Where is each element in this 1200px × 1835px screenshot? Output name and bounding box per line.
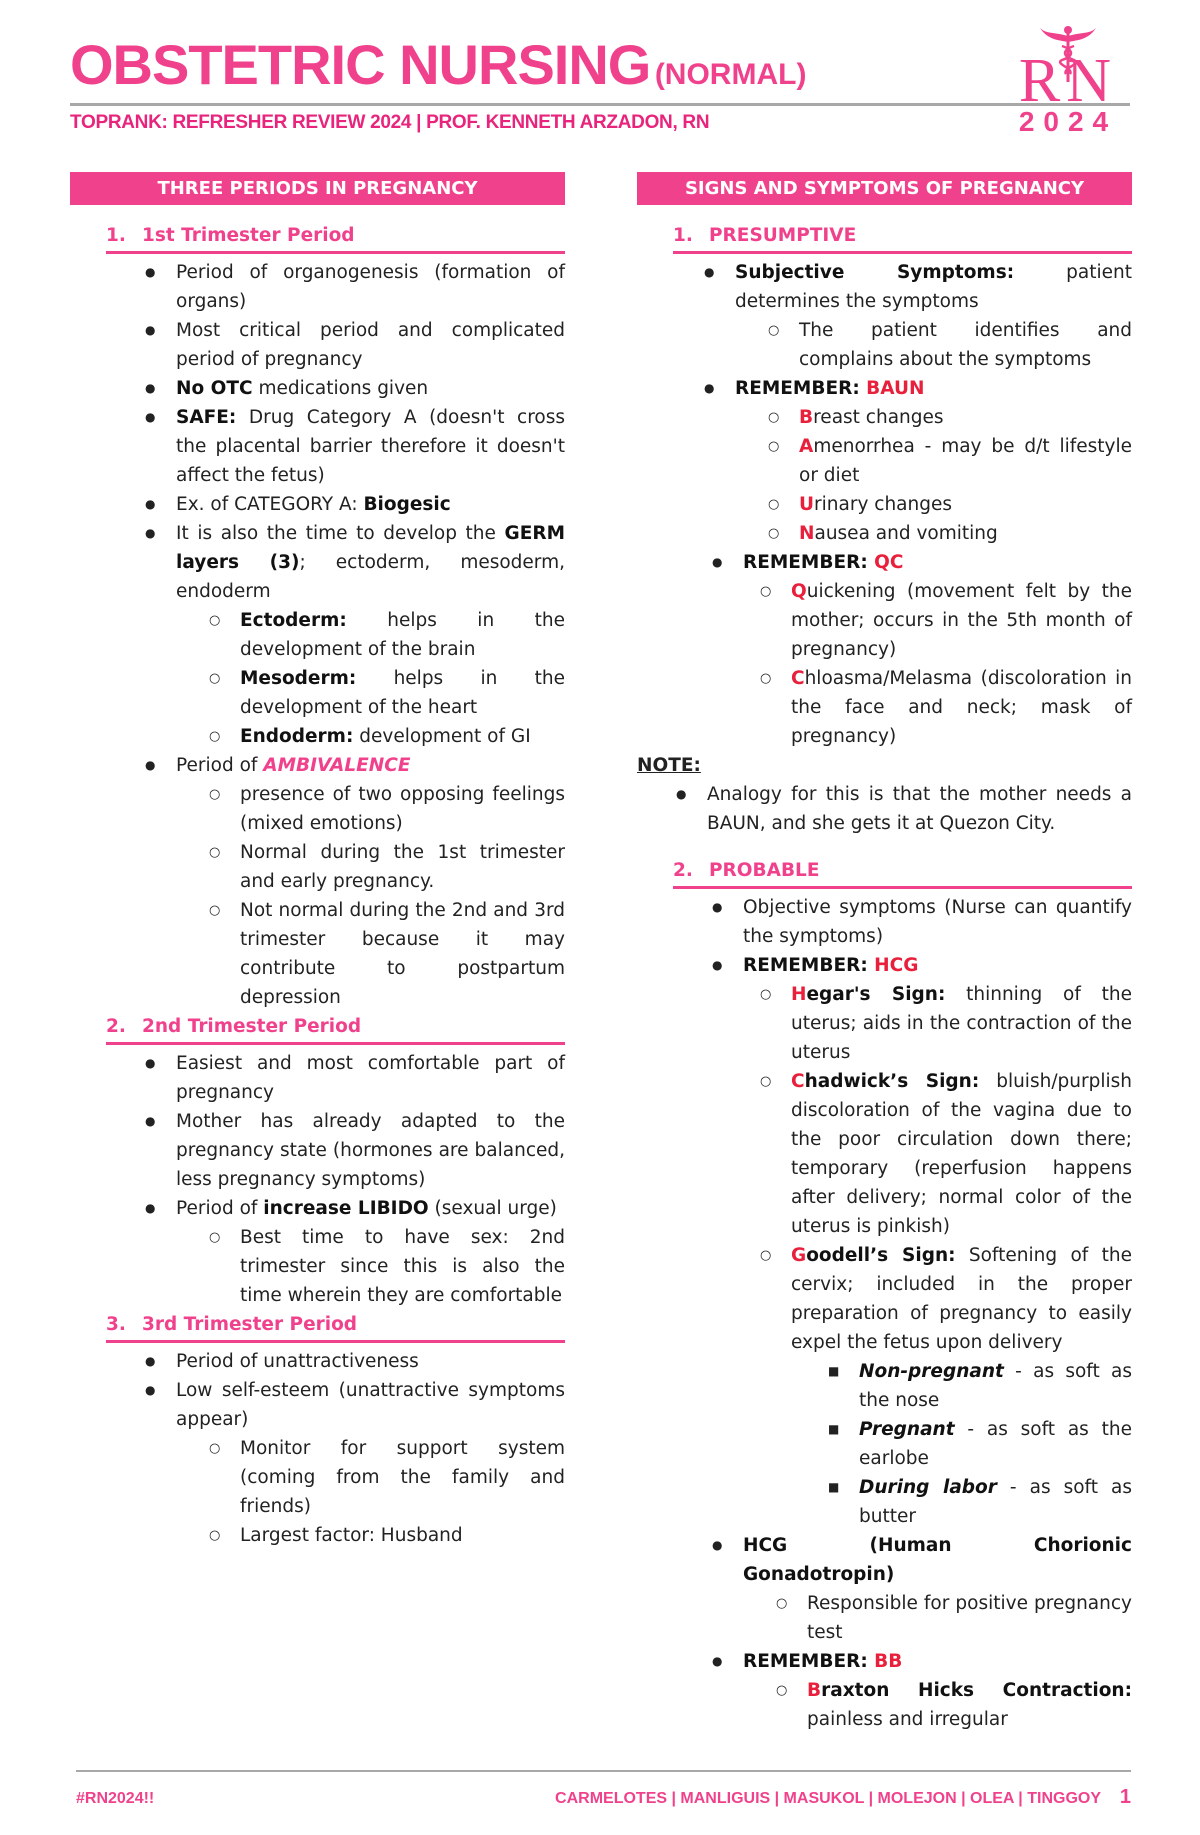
bold-term: Endoderm: — [240, 726, 354, 747]
emphasis-term: AMBIVALENCE — [263, 755, 411, 776]
section-banner-signs-symptoms: SIGNS AND SYMPTOMS OF PREGNANCY — [637, 172, 1132, 205]
remember-label: REMEMBER: — [743, 552, 875, 573]
list-item — [791, 1067, 1132, 1241]
list-item: ○ Not normal during the 2nd and 3rd trimester because it may contribute to postpartum depression — [240, 896, 565, 1012]
note-label: NOTE: — [637, 755, 701, 776]
left-column — [70, 172, 565, 1550]
list-item — [240, 606, 565, 664]
section-divider — [106, 1340, 565, 1343]
bold-term: egar's Sign: — [806, 984, 946, 1005]
bold-term: SAFE: — [176, 407, 237, 428]
first-trimester-list — [70, 258, 565, 1012]
list-item: ● Low self-esteem (unattractive symptoms appear) — [176, 1376, 565, 1434]
list-item — [859, 1415, 1132, 1473]
list-item — [859, 1357, 1132, 1415]
list-item — [743, 548, 1132, 751]
section-divider — [106, 1042, 565, 1045]
bold-term: Mesoderm: — [240, 668, 357, 689]
item-text: rinary changes — [814, 494, 952, 515]
self-esteem-list — [176, 1434, 565, 1550]
bold-term: No OTC — [176, 378, 253, 399]
list-item — [791, 664, 1132, 751]
spacer — [637, 838, 1132, 856]
bold-term: raxton Hicks Contraction: — [821, 1680, 1132, 1701]
list-item: ○ presence of two opposing feelings (mixed emotions) — [240, 780, 565, 838]
item-text: Softening of the cervix; included in the proper preparation of pregnancy to easily expel the fetus upon delivery — [791, 1245, 1132, 1353]
rn2024-logo — [1003, 24, 1133, 136]
remember-label: REMEMBER: — [743, 1651, 875, 1672]
section-divider — [106, 251, 565, 254]
list-item: ○ Normal during the 1st trimester and early pregnancy. — [240, 838, 565, 896]
mnemonic-code: QC — [874, 552, 904, 573]
bb-list — [743, 1676, 1132, 1734]
germ-layers-list — [176, 606, 565, 751]
item-text: (sexual urge) — [428, 1198, 557, 1219]
section-number: 2. — [673, 860, 693, 881]
item-text: helps in the development of the brain — [240, 610, 565, 660]
section-divider — [673, 251, 1132, 254]
item-text: Period of — [176, 755, 264, 776]
section-heading-1st-trimester — [70, 221, 565, 250]
subjective-list — [735, 316, 1132, 374]
item-text: painless and irregular — [807, 1709, 1008, 1730]
presumptive-list — [637, 258, 1132, 751]
bold-term: Subjective Symptoms: — [735, 262, 1015, 283]
list-item — [799, 519, 1132, 548]
list-item — [799, 403, 1132, 432]
remember-label: REMEMBER: — [743, 955, 875, 976]
section-divider — [673, 886, 1132, 889]
list-item — [743, 1647, 1132, 1734]
item-text: hloasma/Melasma (discoloration in the face and neck; mask of pregnancy) — [791, 668, 1132, 747]
softness-list — [791, 1357, 1132, 1531]
list-item: ● Analogy for this is that the mother needs a BAUN, and she gets it at Quezon City. — [707, 780, 1132, 838]
bold-term: Pregnant — [859, 1419, 955, 1440]
mnemonic-letter: H — [791, 984, 807, 1005]
note-list — [637, 780, 1132, 838]
list-item — [799, 432, 1132, 490]
item-text: Ex. of CATEGORY A: — [176, 494, 364, 515]
bold-term: Non-pregnant — [859, 1361, 1004, 1382]
item-text: - as soft as the nose — [859, 1361, 1132, 1411]
section-title: PRESUMPTIVE — [709, 225, 857, 246]
section-title: 2nd Trimester Period — [142, 1016, 362, 1037]
item-text: bluish/purplish discoloration of the vagina due to the poor circulation down there; temporary (reperfusion happens after delivery; normal color of the uterus is pinkish) — [791, 1071, 1133, 1237]
second-trimester-list — [70, 1049, 565, 1310]
item-text: thinning of the uterus; aids in the contraction of the uterus — [791, 984, 1132, 1063]
item-text: helps in the development of the heart — [240, 668, 565, 718]
section-title: 1st Trimester Period — [142, 225, 355, 246]
qc-list — [735, 577, 1132, 751]
document-subtitle: TOPRANK: REFRESHER REVIEW 2024 | PROF. KENNETH ARZADON, RN — [70, 112, 710, 133]
mnemonic-letter: B — [799, 407, 814, 428]
section-number: 1. — [673, 225, 693, 246]
list-item — [799, 490, 1132, 519]
list-item — [176, 751, 565, 1012]
list-item — [791, 1241, 1132, 1531]
item-text: It is also the time to develop the — [176, 523, 505, 544]
list-item — [791, 980, 1132, 1067]
section-heading-3rd-trimester — [70, 1310, 565, 1339]
libido-list — [176, 1223, 565, 1310]
list-item — [791, 577, 1132, 664]
section-title: 3rd Trimester Period — [142, 1314, 358, 1335]
item-text: Period of — [176, 1198, 264, 1219]
list-item — [240, 664, 565, 722]
mnemonic-code: HCG — [874, 955, 919, 976]
footer-hashtag: #RN2024!! — [76, 1790, 155, 1807]
hcg-signs-list — [735, 980, 1132, 1531]
title-sub: (NORMAL) — [654, 58, 807, 91]
title-divider — [70, 103, 1130, 106]
page-header — [70, 32, 1130, 142]
bold-term: Ectoderm: — [240, 610, 347, 631]
title-main: OBSTETRIC NURSING — [70, 33, 651, 96]
item-text: reast changes — [813, 407, 944, 428]
list-item: ● Objective symptoms (Nurse can quantify the symptoms) — [743, 893, 1132, 951]
list-item — [176, 403, 565, 490]
item-text: ausea and vomiting — [814, 523, 998, 544]
list-item — [743, 951, 1132, 1531]
mnemonic-letter: U — [799, 494, 815, 515]
remember-label: REMEMBER: — [735, 378, 867, 399]
item-text: uickening (movement felt by the mother; occurs in the 5th month of pregnancy) — [791, 581, 1132, 660]
bold-term: hadwick’s Sign: — [804, 1071, 980, 1092]
mnemonic-letter: B — [807, 1680, 822, 1701]
section-heading-probable — [637, 856, 1132, 885]
list-item: ● Mother has already adapted to the pregnancy state (hormones are balanced, less pregnancy symptoms) — [176, 1107, 565, 1194]
list-item — [240, 722, 565, 751]
mnemonic-letter: C — [791, 1071, 805, 1092]
ambivalence-list — [176, 780, 565, 1012]
item-text: patient determines the symptoms — [735, 262, 1132, 312]
section-number: 2. — [106, 1016, 126, 1037]
item-text: ; ectoderm, mesoderm, endoderm — [176, 552, 565, 602]
list-item: ● Period of unattractiveness — [176, 1347, 565, 1376]
list-item — [743, 1531, 1132, 1647]
mnemonic-code: BB — [874, 1651, 903, 1672]
list-item — [735, 374, 1132, 548]
bold-term: HCG (Human Chorionic Gonadotropin) — [743, 1535, 1132, 1585]
section-heading-presumptive — [637, 221, 1132, 250]
section-title: PROBABLE — [709, 860, 820, 881]
mnemonic-letter: N — [799, 523, 815, 544]
list-item — [176, 490, 565, 519]
page-number: 1 — [1119, 1786, 1131, 1808]
section-number: 3. — [106, 1314, 126, 1335]
bold-term: increase LIBIDO — [263, 1198, 429, 1219]
item-text: menorrhea - may be d/t lifestyle or diet — [799, 436, 1132, 486]
bold-term: Biogesic — [363, 494, 451, 515]
section-number: 1. — [106, 225, 126, 246]
section-banner-three-periods: THREE PERIODS IN PREGNANCY — [70, 172, 565, 205]
mnemonic-letter: Q — [791, 581, 807, 602]
mnemonic-letter: C — [791, 668, 805, 689]
list-item — [735, 258, 1132, 374]
footer-authors: CARMELOTES | MANLIGUIS | MASUKOL | MOLEJON | OLEA | TINGGOY — [555, 1790, 1101, 1807]
hcg-list — [743, 1589, 1132, 1647]
logo-rn-text: RN — [1018, 47, 1118, 115]
item-text: Drug Category A (doesn't cross the placental barrier therefore it doesn't affect the fetus) — [176, 407, 565, 486]
list-item — [176, 374, 565, 403]
list-item: ○ Responsible for positive pregnancy test — [807, 1589, 1132, 1647]
item-text: - as soft as butter — [859, 1477, 1132, 1527]
right-column — [637, 172, 1132, 1734]
probable-list — [637, 893, 1132, 1734]
mnemonic-letter: G — [791, 1245, 807, 1266]
item-text: development of GI — [353, 726, 531, 747]
list-item: ● Easiest and most comfortable part of pregnancy — [176, 1049, 565, 1107]
logo-year: 2024 — [1018, 106, 1118, 137]
baun-list — [735, 403, 1132, 548]
section-heading-2nd-trimester — [70, 1012, 565, 1041]
mnemonic-letter: A — [799, 436, 814, 457]
list-item — [176, 1194, 565, 1310]
bold-term: During labor — [859, 1477, 997, 1498]
item-text: - as soft as the earlobe — [859, 1419, 1132, 1469]
list-item: ● Period of organogenesis (formation of organs) — [176, 258, 565, 316]
list-item — [807, 1676, 1132, 1734]
list-item: ○ The patient identifies and complains about the symptoms — [799, 316, 1132, 374]
item-text: medications given — [252, 378, 429, 399]
list-item: ○ Largest factor: Husband — [240, 1521, 565, 1550]
mnemonic-code: BAUN — [866, 378, 925, 399]
document-title — [70, 32, 806, 97]
list-item — [176, 519, 565, 751]
list-item: ○ Monitor for support system (coming from the family and friends) — [240, 1434, 565, 1521]
footer-divider — [76, 1770, 1131, 1772]
list-item: ○ Best time to have sex: 2nd trimester since this is also the time wherein they are comfortable — [240, 1223, 565, 1310]
bold-term: oodell’s Sign: — [806, 1245, 956, 1266]
list-item: ● Most critical period and complicated period of pregnancy — [176, 316, 565, 374]
bold-term: GERM layers (3) — [176, 523, 565, 573]
third-trimester-list — [70, 1347, 565, 1434]
list-item — [859, 1473, 1132, 1531]
